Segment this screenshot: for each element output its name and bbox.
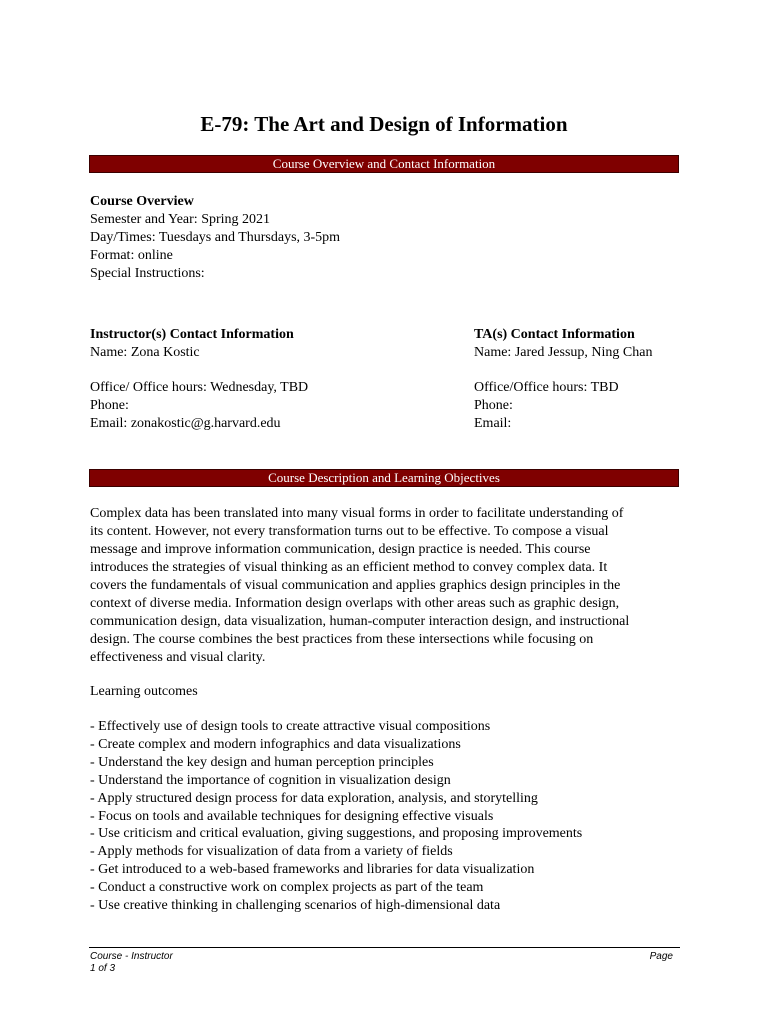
description-line: covers the fundamentals of visual communication and applies graphics design principles in the <box>90 578 621 593</box>
description-line: context of diverse media. Information design overlaps with other areas such as graphic design, <box>90 596 620 611</box>
footer-divider <box>89 947 680 948</box>
instructor-phone: Phone: <box>90 398 129 413</box>
instructor-email: Email: zonakostic@g.harvard.edu <box>90 416 281 431</box>
outcome-item: - Get introduced to a web-based frameworks and libraries for data visualization <box>90 862 535 878</box>
instructor-heading: Instructor(s) Contact Information <box>90 327 294 342</box>
format-line: Format: online <box>90 248 173 263</box>
course-description <box>90 505 680 667</box>
outcome-item: - Create complex and modern infographics and data visualizations <box>90 736 461 752</box>
description-line: communication design, data visualization, human-computer interaction design, and instructional <box>90 614 630 629</box>
special-instructions-line: Special Instructions: <box>90 266 205 281</box>
footer-page-count: 1 of 3 <box>90 963 116 974</box>
instructor-name: Name: Zona Kostic <box>90 345 200 360</box>
description-line: Complex data has been translated into many visual forms in order to facilitate understanding of <box>90 506 624 521</box>
semester-line: Semester and Year: Spring 2021 <box>90 212 271 227</box>
ta-email: Email: <box>474 416 512 431</box>
description-line: its content. However, not every transformation turns out to be effective. To compose a visual <box>90 524 609 539</box>
instructor-office: Office/ Office hours: Wednesday, TBD <box>90 380 309 395</box>
outcome-item: - Use criticism and critical evaluation, giving suggestions, and proposing improvements <box>90 826 583 842</box>
learning-outcomes-label: Learning outcomes <box>90 684 198 699</box>
course-overview-heading: Course Overview <box>90 194 194 209</box>
day-times-line: Day/Times: Tuesdays and Thursdays, 3-5pm <box>90 230 341 245</box>
learning-outcomes-list <box>90 718 582 915</box>
ta-office: Office/Office hours: TBD <box>474 380 619 395</box>
section-header-overview: Course Overview and Contact Information <box>89 155 679 173</box>
footer-course-instructor: Course - Instructor <box>90 951 173 962</box>
outcome-item: - Focus on tools and available techniques for designing effective visuals <box>90 808 494 824</box>
outcome-item: - Conduct a constructive work on complex projects as part of the team <box>90 880 484 896</box>
ta-name: Name: Jared Jessup, Ning Chan <box>474 345 653 360</box>
section-header-description: Course Description and Learning Objectives <box>89 469 679 487</box>
outcome-item: - Understand the importance of cognition in visualization design <box>90 772 451 788</box>
document-title: E-79: The Art and Design of Information <box>200 112 568 136</box>
description-line: message and improve information communication, design practice is needed. This course <box>90 542 591 557</box>
outcome-item: - Use creative thinking in challenging scenarios of high-dimensional data <box>90 898 501 914</box>
description-line: effectiveness and visual clarity. <box>90 650 266 665</box>
ta-phone: Phone: <box>474 398 513 413</box>
outcome-item: - Apply structured design process for data exploration, analysis, and storytelling <box>90 790 538 806</box>
outcome-item: - Understand the key design and human perception principles <box>90 754 434 770</box>
ta-heading: TA(s) Contact Information <box>474 327 635 342</box>
description-line: introduces the strategies of visual thinking as an efficient method to convey complex data. It <box>90 560 608 575</box>
description-line: design. The course combines the best practices from these intersections while focusing on <box>90 632 594 647</box>
footer-page-label: Page <box>649 951 673 962</box>
outcome-item: - Apply methods for visualization of data from a variety of fields <box>90 844 453 860</box>
outcome-item: - Effectively use of design tools to create attractive visual compositions <box>90 719 491 734</box>
